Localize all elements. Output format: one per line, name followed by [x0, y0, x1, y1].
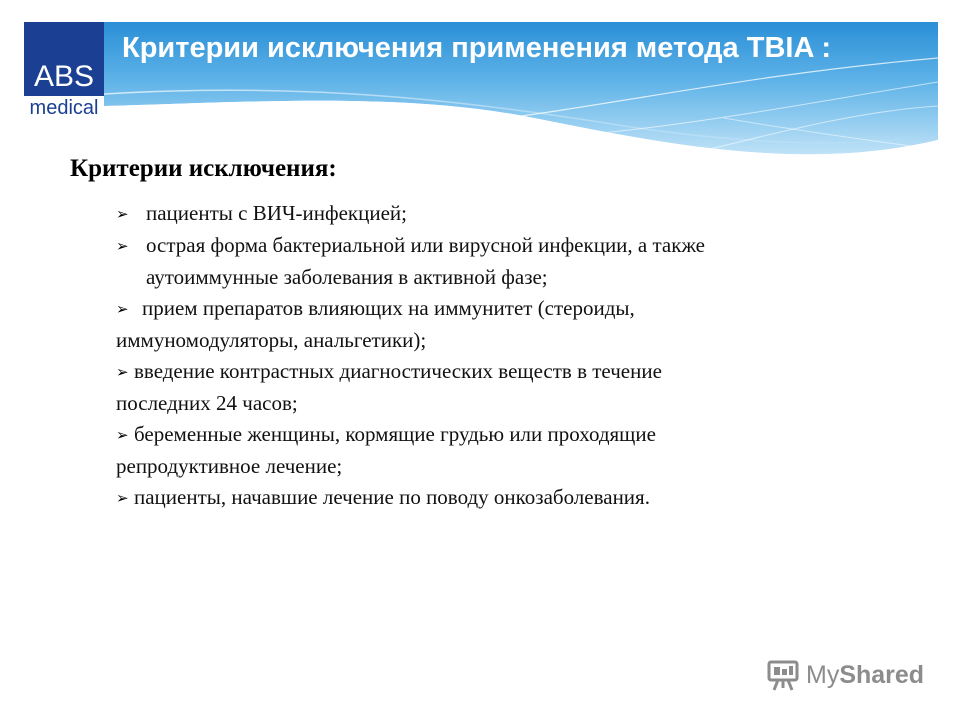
list-item-text: иммуномодуляторы, анальгетики); [116, 328, 427, 352]
arrowhead-icon: ➢ [116, 363, 129, 381]
list-item [116, 293, 876, 356]
arrowhead-icon: ➢ [116, 300, 129, 318]
list-item [116, 356, 876, 419]
slide-title: Критерии исключения применения метода TBIA : [122, 32, 832, 64]
list-item-text: пациенты с ВИЧ-инфекцией; [146, 201, 407, 225]
list-item-text: беременные женщины, кормящие грудью или проходящие [134, 422, 656, 446]
arrowhead-icon: ➢ [116, 237, 129, 255]
watermark-prefix: My [806, 661, 840, 689]
logo-medical-text: medical [29, 97, 99, 119]
list-item-text: прием препаратов влияющих на иммунитет (стероиды, [142, 296, 635, 320]
exclusion-criteria-list [116, 198, 876, 514]
list-item-text: аутоиммунные заболевания в активной фазе; [146, 265, 548, 289]
list-item [116, 482, 876, 514]
list-item-text: пациенты, начавшие лечение по поводу онкозаболевания. [134, 485, 650, 509]
list-item [116, 198, 876, 230]
list-item [116, 419, 876, 482]
arrowhead-icon: ➢ [116, 205, 129, 223]
list-item-text: репродуктивное лечение; [116, 454, 343, 478]
list-item-text: острая форма бактериальной или вирусной инфекции, а также [146, 233, 706, 257]
list-item-text: последних 24 часов; [116, 391, 298, 415]
abs-medical-logo [24, 22, 104, 120]
list-item [116, 230, 876, 293]
presentation-board-icon [766, 658, 800, 692]
myshared-watermark [766, 656, 926, 696]
list-item-text: введение контрастных диагностических веществ в течение [134, 359, 662, 383]
arrowhead-icon: ➢ [116, 489, 129, 507]
watermark-text [806, 658, 924, 692]
logo-abs-text: ABS [33, 60, 95, 93]
watermark-suffix: Shared [839, 661, 925, 689]
arrowhead-icon: ➢ [116, 426, 129, 444]
section-heading: Критерии исключения: [70, 155, 337, 182]
